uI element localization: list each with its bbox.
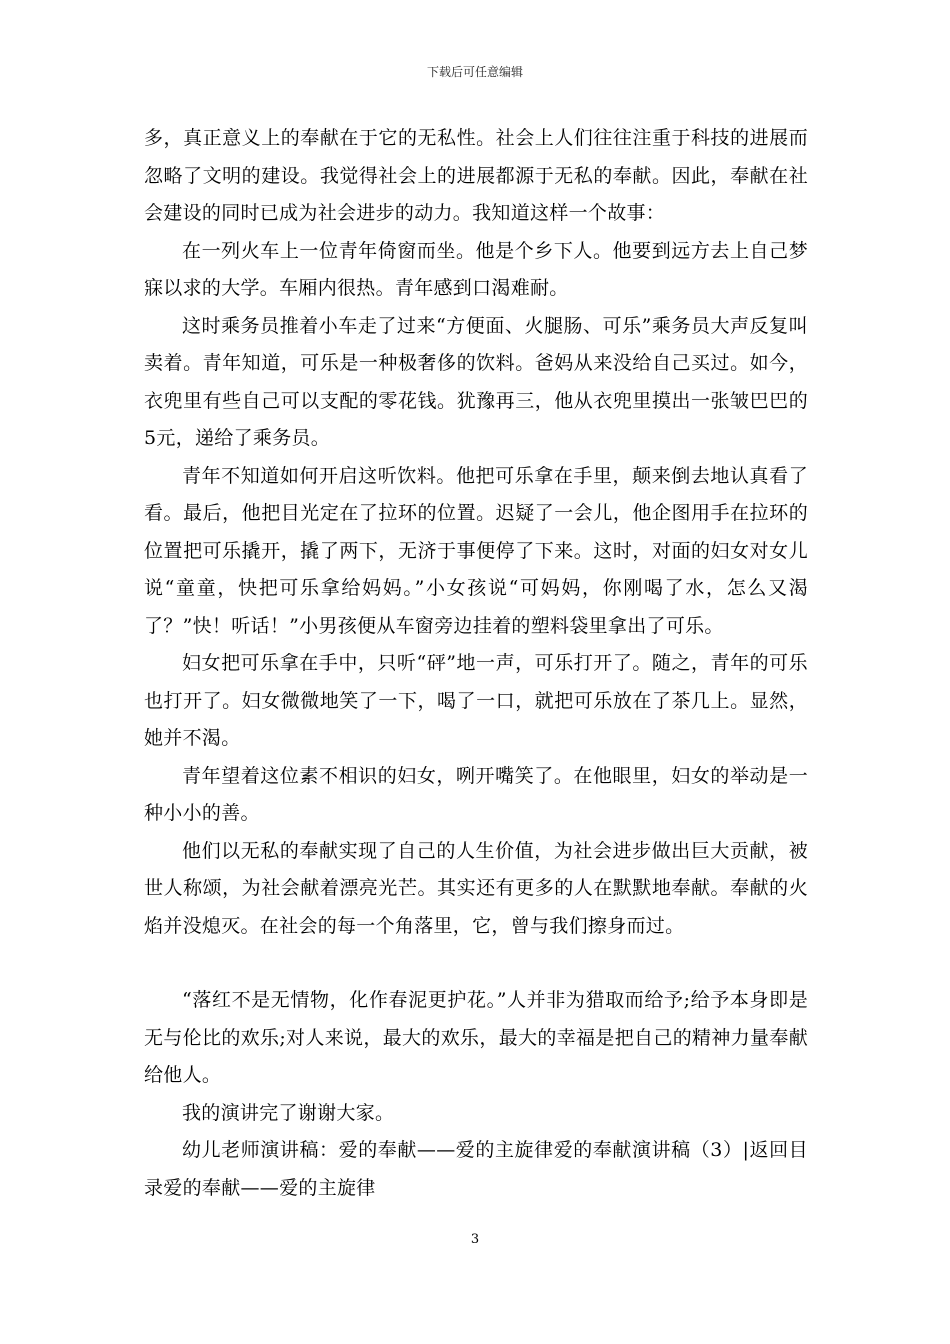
page-number: 3 — [470, 1232, 480, 1247]
paragraph-6: 青年望着这位素不相识的妇女，咧开嘴笑了。在他眼里，妇女的举动是一种小小的善。 — [144, 764, 808, 824]
paragraph-8: “落红不是无情物，化作春泥更护花。”人并非为猎取而给予;给予本身即是无与伦比的欢乐;对人来说，最大的欢乐，最大的幸福是把自己的精神力量奉献给他人。 — [144, 989, 808, 1086]
paragraph-5: 妇女把可乐拿在手中，只听“砰”地一声，可乐打开了。随之，青年的可乐也打开了。妇女微微地笑了一下，喝了一口，就把可乐放在了茶几上。显然，她并不渴。 — [144, 652, 808, 749]
paragraph-7: 他们以无私的奉献实现了自己的人生价值，为社会进步做出巨大贡献，被世人称颂，为社会献着漂亮光芒。其实还有更多的人在默默地奉献。奉献的火焰并没熄灭。在社会的每一个角落里，它，曾与我们擦身而过。 — [144, 839, 808, 937]
document-body — [144, 120, 808, 1207]
paragraph-4: 青年不知道如何开启这听饮料。他把可乐拿在手里，颠来倒去地认真看了看。最后，他把目光定在了拉环的位置。迟疑了一会儿，他企图用手在拉环的位置把可乐撬开，撬了两下，无济于事便停了下来。这时，对面的妇女对女儿说“童童，快把可乐拿给妈妈。”小女孩说“可妈妈，你刚喝了水，怎么又渴了？”快！听话！”小男孩便从车窗旁边挂着的塑料袋里拿出了可乐。 — [144, 464, 808, 637]
page-header: 下载后可任意编辑 — [426, 65, 523, 79]
paragraph-9: 我的演讲完了谢谢大家。 — [182, 1101, 395, 1124]
paragraph-2: 在一列火车上一位青年倚窗而坐。他是个乡下人。他要到远方去上自己梦寐以求的大学。车厢内很热。青年感到口渴难耐。 — [144, 239, 808, 299]
paragraph-1: 多，真正意义上的奉献在于它的无私性。社会上人们往往注重于科技的进展而忽略了文明的建设。我觉得社会上的进展都源于无私的奉献。因此，奉献在社会建设的同时已成为社会进步的动力。我知道这样一个故事： — [144, 127, 808, 224]
paragraph-10: 幼儿老师演讲稿：爱的奉献——爱的主旋律爱的奉献演讲稿（3）|返回目录爱的奉献——爱的主旋律 — [144, 1139, 808, 1199]
paragraph-3: 这时乘务员推着小车走了过来“方便面、火腿肠、可乐”乘务员大声反复叫卖着。青年知道，可乐是一种极奢侈的饮料。爸妈从来没给自己买过。如今，衣兜里有些自己可以支配的零花钱。犹豫再三，他从衣兜里摸出一张皱巴巴的5元，递给了乘务员。 — [144, 314, 808, 449]
paragraph-gap — [144, 945, 808, 982]
